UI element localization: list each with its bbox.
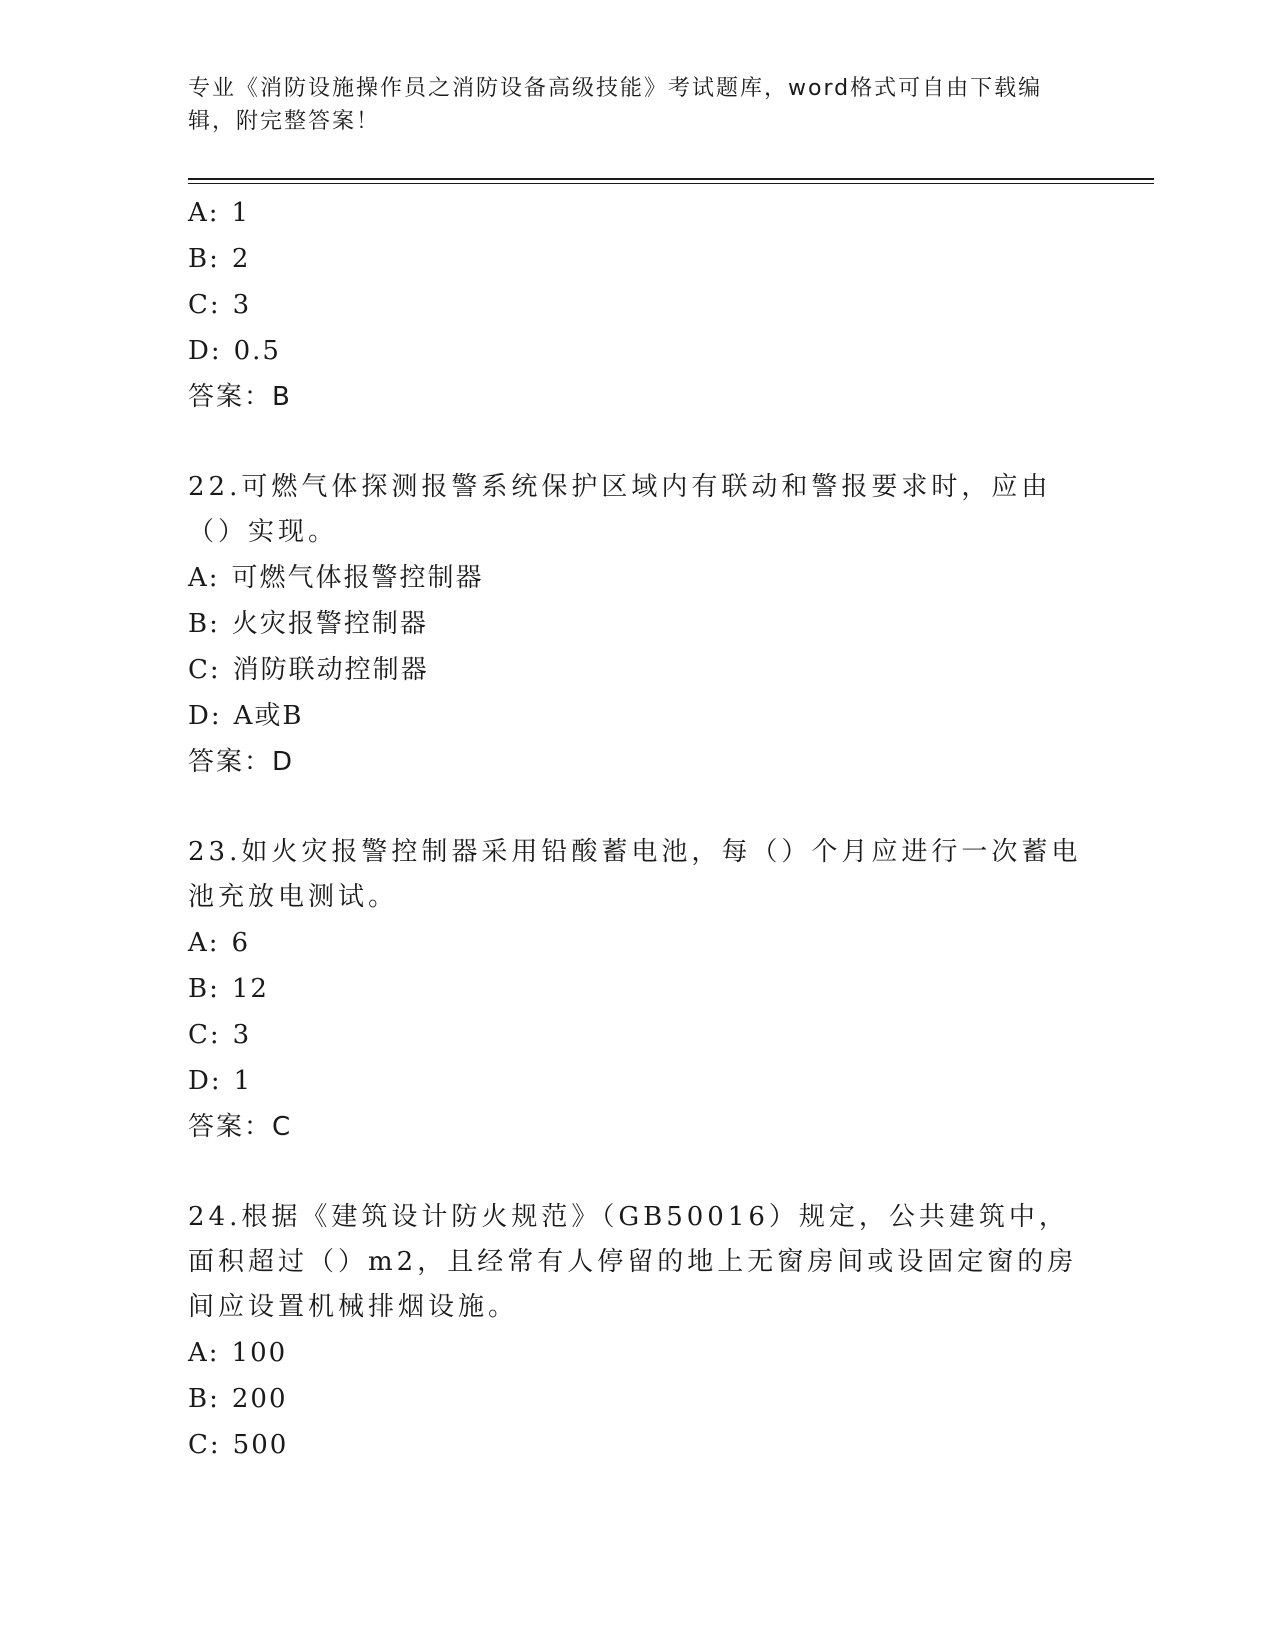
document-header [188,72,1068,138]
option-b: B: 200 [188,1384,288,1414]
question-text: 23.如火灾报警控制器采用铅酸蓄电池，每（）个月应进行一次蓄电池充放电测试。 [188,837,1082,912]
option-b: B: 火灾报警控制器 [188,609,428,639]
answer-line: 答案：B [188,382,292,412]
question-block [188,1195,1088,1468]
option-c: C: 3 [188,1020,252,1050]
question-text: 22.可燃气体探测报警系统保护区域内有联动和警报要求时，应由（）实现。 [188,472,1052,547]
option-c: C: 3 [188,290,252,320]
question-block [188,465,1088,785]
question-text: 24.根据《建筑设计防火规范》（GB50016）规定，公共建筑中，面积超过（）m2，且经常有人停留的地上无窗房间或设固定窗的房间应设置机械排烟设施。 [188,1202,1078,1322]
option-a: A: 100 [188,1338,288,1368]
option-b: B: 2 [188,244,251,274]
option-d: D: A或B [188,701,304,731]
option-a: A: 可燃气体报警控制器 [188,563,484,593]
header-divider [188,178,1154,180]
option-d: D: 1 [188,1066,253,1096]
option-a: A: 1 [188,198,251,228]
question-block [188,190,1088,420]
option-b: B: 12 [188,974,269,1004]
answer-line: 答案：D [188,747,295,777]
option-c: C: 500 [188,1430,289,1460]
header-line-2: 辑，附完整答案！ [188,109,381,134]
header-divider-thin [188,183,1154,184]
header-line-1: 专业《消防设施操作员之消防设备高级技能》考试题库，word格式可自由下载编 [188,76,1043,101]
option-c: C: 消防联动控制器 [188,655,429,685]
question-block [188,830,1088,1150]
question-list [188,190,1088,1468]
option-d: D: 0.5 [188,336,281,366]
option-a: A: 6 [188,928,251,958]
answer-line: 答案：C [188,1112,293,1142]
